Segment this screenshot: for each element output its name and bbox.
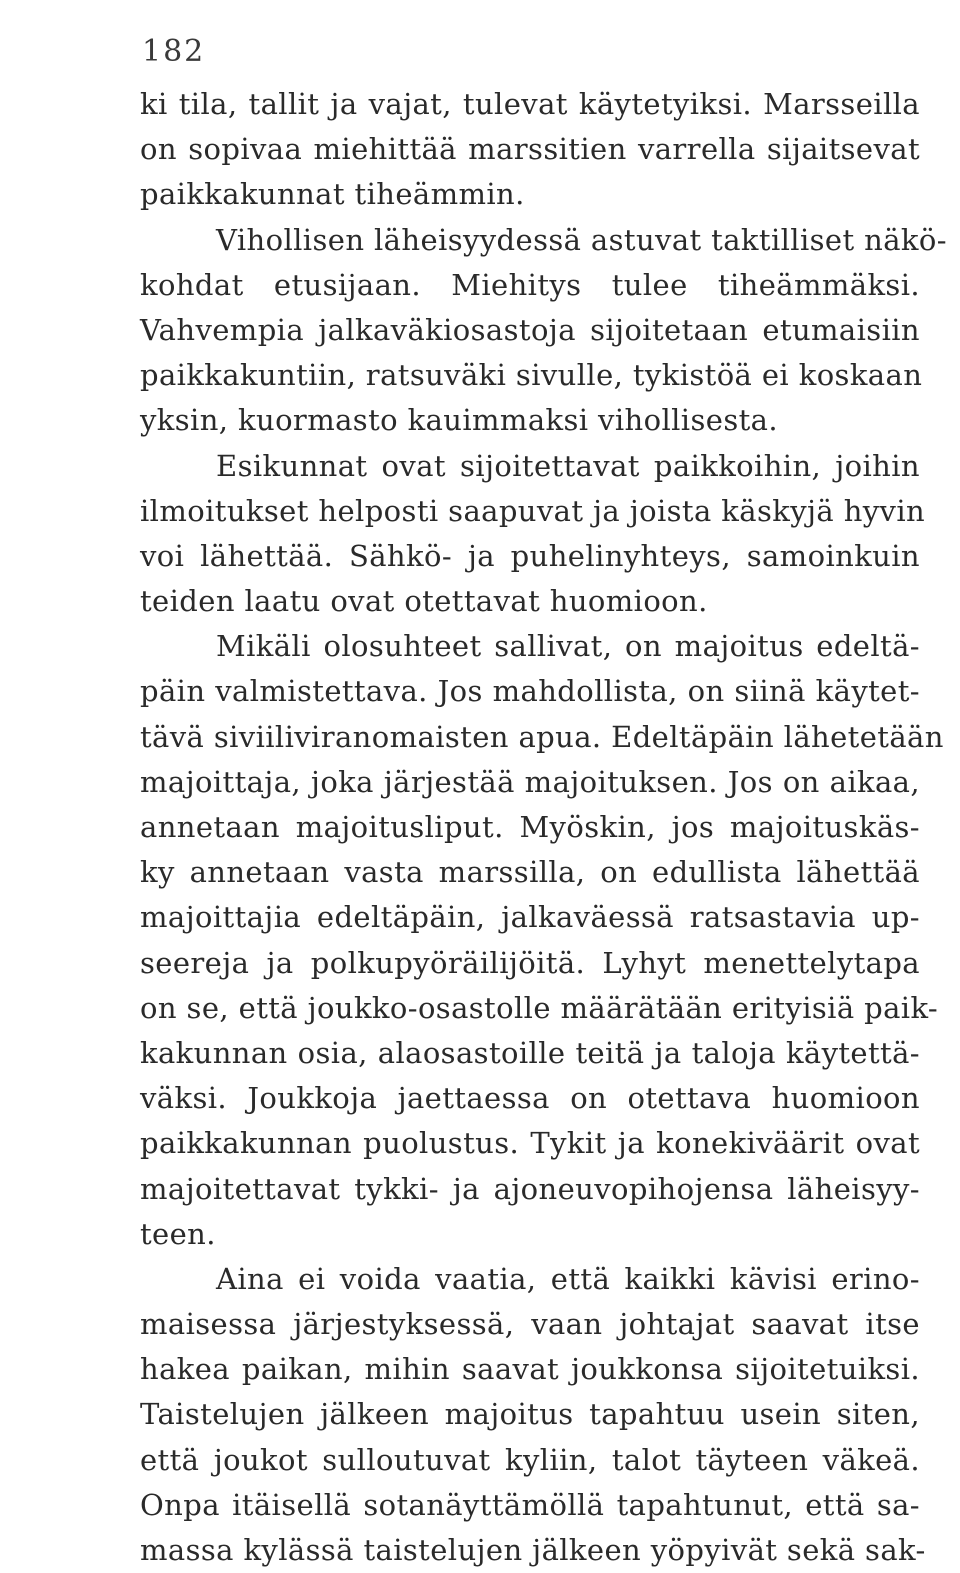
text-line: kohdat etusijaan. Miehitys tulee tiheämmäksi. <box>140 267 920 302</box>
text-line: yksin, kuormasto kauimmaksi vihollisesta. <box>140 403 778 438</box>
text-line: majoittajia edeltäpäin, jalkaväessä ratsastavia up- <box>140 900 920 935</box>
text-line: väksi. Joukkoja jaettaessa on otettava huomioon <box>140 1081 920 1116</box>
text-line: ky annetaan vasta marssilla, on edullista lähettää <box>140 855 920 890</box>
text-line: teen. <box>140 1216 216 1251</box>
text-line: paikkakunnat tiheämmin. <box>140 177 525 212</box>
text-line: että joukot sulloutuvat kyliin, talot täyteen väkeä. <box>140 1442 920 1477</box>
text-line: seereja ja polkupyöräilijöitä. Lyhyt menettelytapa <box>140 945 920 980</box>
text-line: on se, että joukko-osastolle määrätään erityisiä paik- <box>140 990 939 1025</box>
text-line: hakea paikan, mihin saavat joukkonsa sijoitetuiksi. <box>140 1352 920 1387</box>
text-line: annetaan majoitusliput. Myöskin, jos majoituskäs- <box>140 810 920 844</box>
body-text <box>140 82 947 1573</box>
text-line: ki tila, tallit ja vajat, tulevat käytetyiksi. Marsseilla <box>140 87 920 121</box>
text-line: teiden laatu ovat otettavat huomioon. <box>140 584 708 619</box>
text-line: ilmoitukset helposti saapuvat ja joista käskyjä hyvin <box>140 493 926 528</box>
page-number: 182 <box>142 34 206 69</box>
text-line: Aina ei voida vaatia, että kaikki kävisi erino- <box>216 1261 920 1296</box>
text-line: maisessa järjestyksessä, vaan johtajat saavat itse <box>140 1307 920 1342</box>
text-line: Mikäli olosuhteet sallivat, on majoitus edeltä- <box>216 629 920 664</box>
text-line: voi lähettää. Sähkö- ja puhelinyhteys, samoinkuin <box>140 538 920 573</box>
text-line: Vahvempia jalkaväkiosastoja sijoitetaan etumaisiin <box>140 312 920 347</box>
text-line: tävä siviiliviranomaisten apua. Edeltäpäin lähetetään <box>140 719 944 754</box>
text-line: majoitettavat tykki- ja ajoneuvopihojensa läheisyy- <box>140 1171 920 1206</box>
text-line: paikkakunnan puolustus. Tykit ja konekiväärit ovat <box>140 1126 920 1161</box>
text-line: paikkakuntiin, ratsuväki sivulle, tykistöä ei koskaan <box>140 358 923 393</box>
text-line: Taistelujen jälkeen majoitus tapahtuu usein siten, <box>140 1397 920 1432</box>
text-line: on sopivaa miehittää marssitien varrella sijaitsevat <box>140 132 920 167</box>
text-line: massa kylässä taistelujen jälkeen yöpyivät sekä sak- <box>140 1533 926 1567</box>
text-line: majoittaja, joka järjestää majoituksen. Jos on aikaa, <box>140 764 920 799</box>
text-line: kakunnan osia, alaosastoille teitä ja taloja käytettä- <box>140 1035 920 1070</box>
text-line: Vihollisen läheisyydessä astuvat taktilliset näkö- <box>216 222 947 257</box>
text-line: päin valmistettava. Jos mahdollista, on siinä käytet- <box>140 674 920 709</box>
text-line: Esikunnat ovat sijoitettavat paikkoihin, joihin <box>216 448 920 483</box>
text-line: Onpa itäisellä sotanäyttämöllä tapahtunut, että sa- <box>140 1487 920 1522</box>
